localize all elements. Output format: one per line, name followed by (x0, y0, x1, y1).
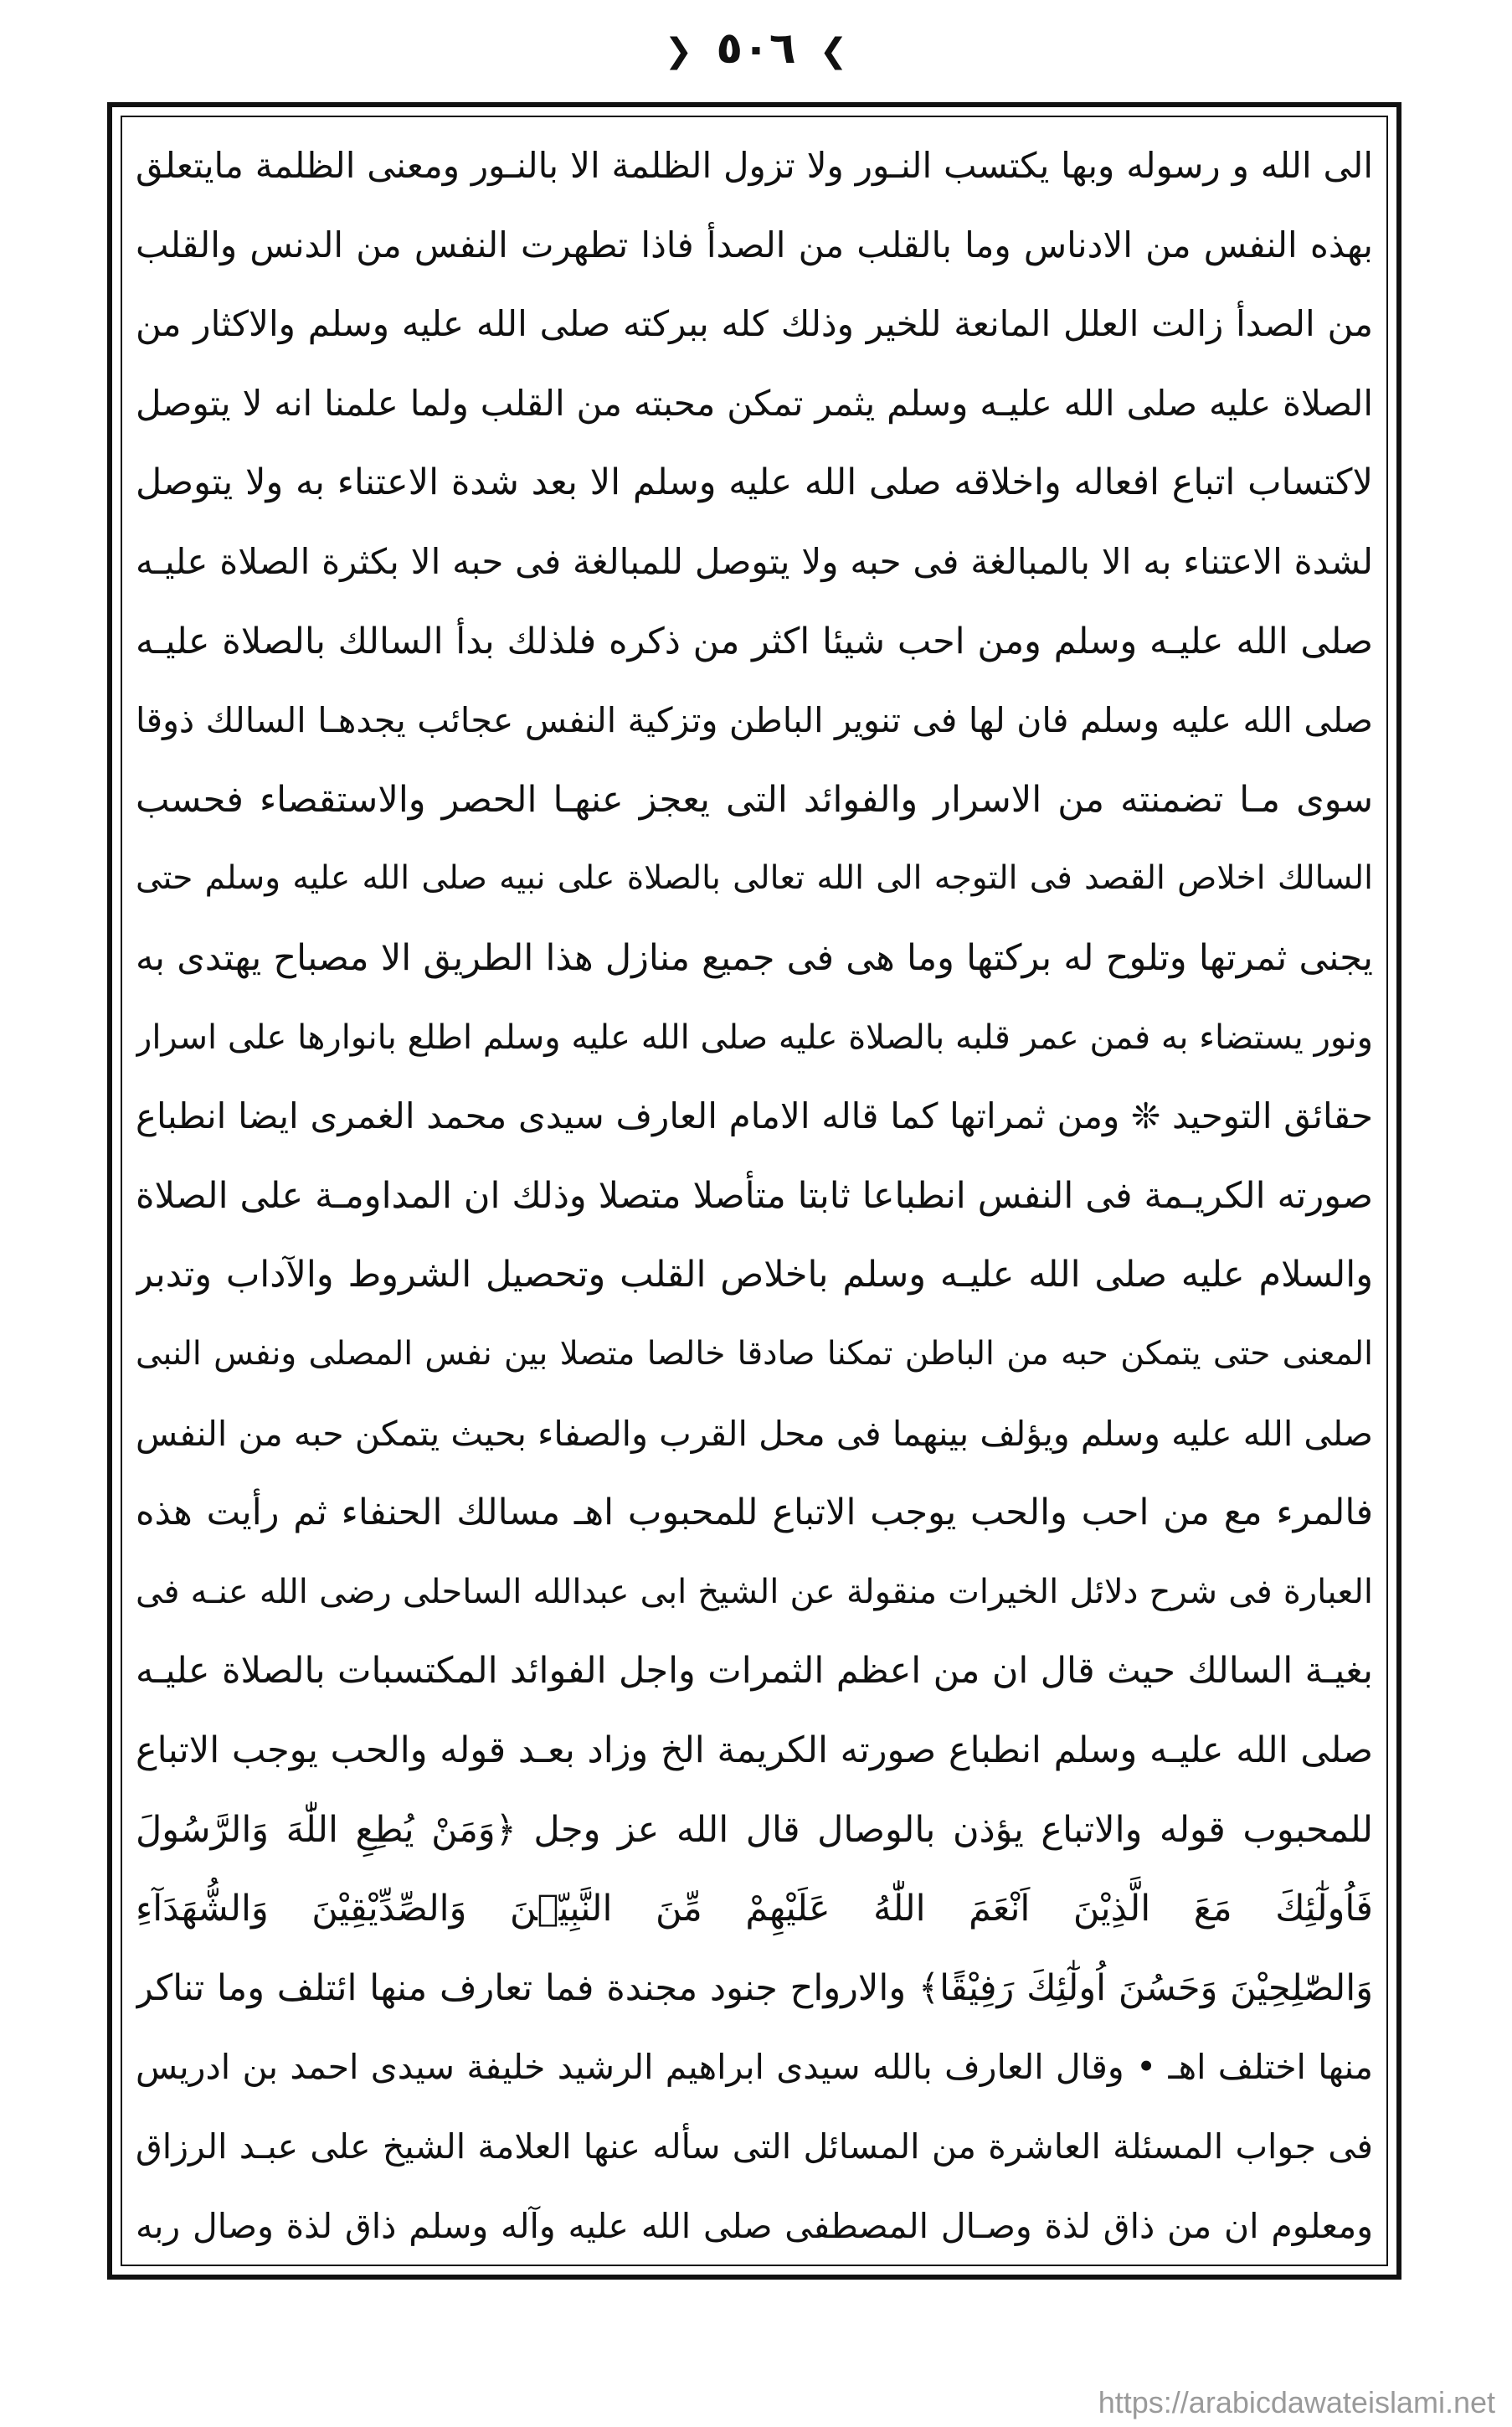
text-line: فالمرء مع من احب والحب يوجب الاتباع للمحبوب اهـ مسالك الحنفاء ثم رأيت هذه (136, 1492, 1373, 1534)
body-text (136, 126, 1373, 2261)
text-line: لاكتساب اتباع افعاله واخلاقه صلى الله عليه وسلم الا بعد شدة الاعتناء به ولا يتوصل (136, 461, 1373, 504)
text-line: منها اختلف اهـ • وقال العارف بالله سيدى ابراهيم الرشيد خليفة سيدى احمد بن ادريس (136, 2047, 1373, 2088)
text-line: فى جواب المسئلة العاشرة من المسائل التى سأله عنها العلامة الشيخ على عبـد الرزاق (136, 2126, 1373, 2167)
text-line: ونور يستضاء به فمن عمر قلبه بالصلاة عليه صلى الله عليه وسلم اطلع بانوارها على اسرار (136, 1018, 1373, 1057)
text-line: صلى الله عليـه وسلم ومن احب شيئا اكثر من ذكره فلذلك بدأ السالك بالصلاة عليـه (136, 620, 1373, 662)
text-line: صورته الكريـمة فى النفس انطباعا ثابتا متأصلا متصلا وذلك ان المداومـة على الصلاة (136, 1174, 1373, 1217)
text-line: صلى الله عليه وسلم فان لها فى تنوير الباطن وتزكية النفس عجائب يجدهـا السالك ذوقا (136, 700, 1373, 741)
text-line: حقائق التوحيد ❊ ومن ثمراتها كما قاله الامام العارف سيدى محمد الغمرى ايضا انطباع (136, 1095, 1373, 1137)
text-line: وَالصّٰلِحِيْنَ وَحَسُنَ اُولٰٓئِكَ رَفِيْقًا﴾ والارواح جنود مجندة فما تعارف منها ائتلف وما تناكر (136, 1966, 1373, 2009)
text-line: صلى الله عليـه وسلم انطباع صورته الكريمة الخ وزاد بعـد قوله والحب يوجب الاتباع (136, 1729, 1373, 1771)
ornament-left-icon: ❮ (664, 32, 693, 70)
text-line: فَاُولٰٓئِكَ مَعَ الَّذِيْنَ اَنْعَمَ اللّٰهُ عَلَيْهِمْ مِّنَ النَّبِيّٖنَ وَالصِّدِّيْقِيْنَ وَالشُّهَدَآءِ (136, 1888, 1373, 1930)
text-line: العبارة فى شرح دلائل الخيرات منقولة عن الشيخ ابى عبدالله الساحلى رضى الله عنـه فى (136, 1572, 1373, 1611)
text-line: من الصدأ زالت العلل المانعة للخير وذلك كله ببركته صلى الله عليه وسلم والاكثار من (136, 303, 1373, 345)
text-line: سوى مـا تضمنته من الاسرار والفوائد التى يعجز عنهـا الحصر والاستقصاء فحسب (136, 778, 1373, 821)
text-line: صلى الله عليه وسلم ويؤلف بينهما فى محل القرب والصفاء بحيث يتمكن حبه من النفس (136, 1413, 1373, 1454)
text-line: بغيـة السالك حيث قال ان من اعظم الثمرات واجل الفوائد المكتسبات بالصلاة عليـه (136, 1650, 1373, 1693)
text-line: للمحبوب قوله والاتباع يؤذن بالوصال قال الله عز وجل ﴿وَمَنْ يُطِعِ اللّٰهَ وَالرَّسُولَ (136, 1808, 1373, 1851)
text-line: الصلاة عليه صلى الله عليـه وسلم يثمر تمكن محبته من القلب ولما علمنا انه لا يتوصل (136, 382, 1373, 424)
text-line: السالك اخلاص القصد فى التوجه الى الله تعالى بالصلاة على نبيه صلى الله عليه وسلم حتى (136, 859, 1373, 898)
text-line: بهذه النفس من الادناس وما بالقلب من الصدأ فاذا تطهرت النفس من الدنس والقلب (136, 224, 1373, 265)
ornament-right-icon: ❯ (819, 32, 848, 70)
page-number (0, 23, 1512, 76)
text-line: ومعلوم ان من ذاق لذة وصـال المصطفى صلى الله عليه وآله وسلم ذاق لذة وصال ربه (136, 2205, 1373, 2246)
text-line: لشدة الاعتناء به الا بالمبالغة فى حبه ولا يتوصل للمبالغة فى حبه الا بكثرة الصلاة عليـه (136, 541, 1373, 582)
page-number-label: ٥٠٦ (716, 23, 796, 74)
text-line: يجنى ثمرتها وتلوح له بركتها وما هى فى جميع منازل هذا الطريق الا مصباح يهتدى به (136, 937, 1373, 979)
text-line: والسلام عليه صلى الله عليـه وسلم باخلاص القلب وتحصيل الشروط والآداب وتدبر (136, 1254, 1373, 1296)
watermark-url: https://arabicdawateislami.net (1098, 2385, 1495, 2419)
text-line: الى الله و رسوله وبها يكتسب النـور ولا تزول الظلمة الا بالنـور ومعنى الظلمة مايتعلق (136, 145, 1373, 186)
text-line: المعنى حتى يتمكن حبه من الباطن تمكنا صادقا خالصا متصلا بين نفس المصلى ونفس النبى (136, 1335, 1373, 1373)
